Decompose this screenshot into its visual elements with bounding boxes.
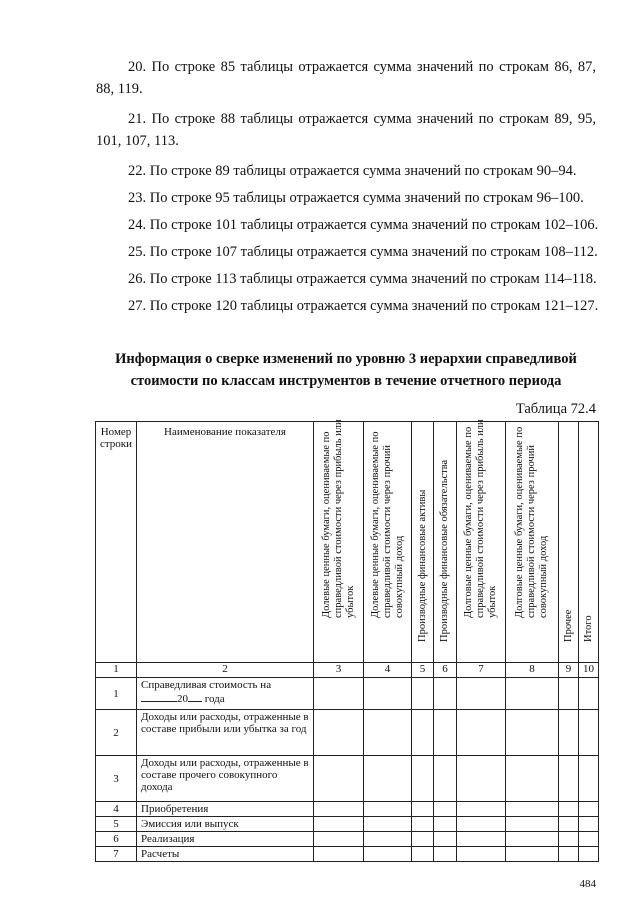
header-debt-oci: Долговые ценные бумаги, оцениваемые по справедливой стоимости через прочий совокупный доход xyxy=(506,422,559,663)
col-number: 10 xyxy=(579,663,599,678)
table-header-row xyxy=(96,422,599,663)
header-derivative-assets: Производные финансовые активы xyxy=(412,422,434,663)
row-number: 2 xyxy=(96,710,137,756)
data-table xyxy=(95,421,599,862)
col-number: 5 xyxy=(412,663,434,678)
row-label: Доходы или расходы, отраженные в составе прибыли или убытка за год xyxy=(137,710,314,756)
table-row xyxy=(96,847,599,862)
col-number: 4 xyxy=(364,663,412,678)
paragraph-22: 22. По строке 89 таблицы отражается сумма значений по строкам 90–94. xyxy=(128,163,577,179)
table-label: Таблица 72.4 xyxy=(515,401,596,417)
table-row xyxy=(96,817,599,832)
col-number: 9 xyxy=(559,663,579,678)
row-label: Доходы или расходы, отраженные в составе прочего совокупного дохода xyxy=(137,756,314,802)
col-number: 2 xyxy=(137,663,314,678)
paragraph-26: 26. По строке 113 таблицы отражается сумма значений по строкам 114–118. xyxy=(128,271,597,287)
column-number-row xyxy=(96,663,599,678)
header-total: Итого xyxy=(579,422,599,663)
paragraph-24: 24. По строке 101 таблицы отражается сумма значений по строкам 102–106. xyxy=(128,217,599,233)
col-number: 8 xyxy=(506,663,559,678)
header-row-number: Номер строки xyxy=(96,422,137,663)
paragraph-20: 20. По строке 85 таблицы отражается сумма значений по строкам 86, 87, 88, 119. xyxy=(96,59,596,97)
table-row xyxy=(96,678,599,710)
row-label: Эмиссия или выпуск xyxy=(137,817,314,832)
col-number: 3 xyxy=(314,663,364,678)
row-label: Расчеты xyxy=(137,847,314,862)
row-number: 4 xyxy=(96,802,137,817)
table-heading: Информация о сверке изменений по уровню 3 иерархии справедливой стоимости по классам инструментов в течение отчетного периода xyxy=(115,351,577,389)
header-indicator-name: Наименование показателя xyxy=(137,422,314,663)
table-row xyxy=(96,710,599,756)
paragraph-25: 25. По строке 107 таблицы отражается сумма значений по строкам 108–112. xyxy=(128,244,598,260)
paragraph-21: 21. По строке 88 таблицы отражается сумма значений по строкам 89, 95, 101, 107, 113. xyxy=(96,111,596,149)
row-number: 7 xyxy=(96,847,137,862)
header-equity-pl: Долевые ценные бумаги, оцениваемые по справедливой стоимости через прибыль или убыток xyxy=(314,422,364,663)
col-number: 1 xyxy=(96,663,137,678)
table-row xyxy=(96,756,599,802)
row-number: 1 xyxy=(96,678,137,710)
header-debt-pl: Долговые ценные бумаги, оцениваемые по справедливой стоимости через прибыль или убыток xyxy=(457,422,506,663)
table-row xyxy=(96,832,599,847)
row-label: Справедливая стоимость на 20 года xyxy=(137,678,314,710)
page-number: 484 xyxy=(579,878,596,890)
header-equity-oci: Долевые ценные бумаги, оцениваемые по справедливой стоимости через прочий совокупный доход xyxy=(364,422,412,663)
header-other: Прочее xyxy=(559,422,579,663)
paragraph-27: 27. По строке 120 таблицы отражается сумма значений по строкам 121–127. xyxy=(128,298,599,314)
header-derivative-liabilities: Производные финансовые обязательства xyxy=(434,422,457,663)
row-number: 5 xyxy=(96,817,137,832)
col-number: 7 xyxy=(457,663,506,678)
table-row xyxy=(96,802,599,817)
row-number: 3 xyxy=(96,756,137,802)
row-label: Реализация xyxy=(137,832,314,847)
col-number: 6 xyxy=(434,663,457,678)
row-label: Приобретения xyxy=(137,802,314,817)
paragraph-23: 23. По строке 95 таблицы отражается сумма значений по строкам 96–100. xyxy=(128,190,584,206)
row-number: 6 xyxy=(96,832,137,847)
